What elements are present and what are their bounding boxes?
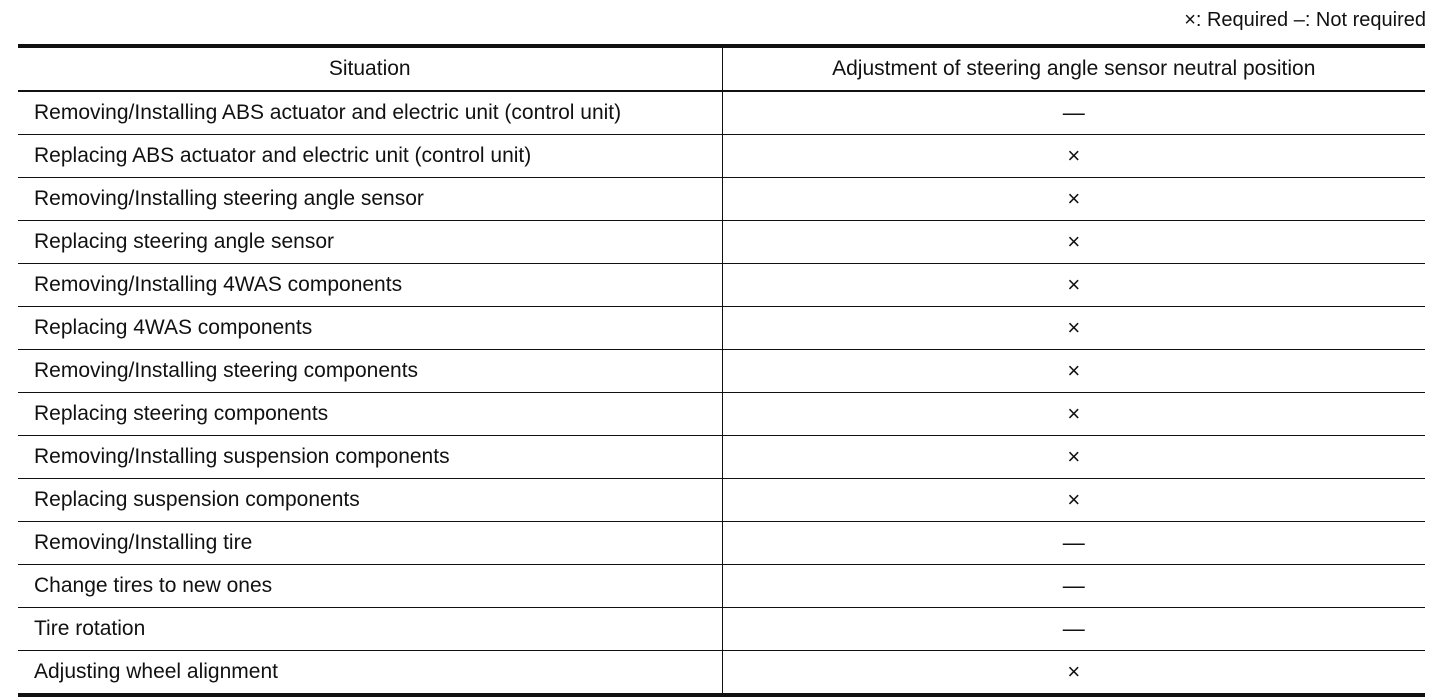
adjustment-cell: × (1067, 487, 1081, 512)
situation-cell: Change tires to new ones (18, 565, 722, 608)
situation-cell: Replacing ABS actuator and electric unit (control unit) (18, 135, 722, 178)
header-adjustment: Adjustment of steering angle sensor neutral position (832, 57, 1316, 80)
adjustment-cell: × (1067, 315, 1081, 340)
adjustment-cell: — (1062, 616, 1085, 641)
table-row (18, 178, 1425, 221)
table-row (18, 135, 1425, 178)
adjustment-cell: — (1062, 100, 1085, 125)
situation-cell: Removing/Installing steering components (18, 350, 722, 393)
adjustment-table (18, 44, 1425, 697)
table-row (18, 307, 1425, 350)
table-row (18, 350, 1425, 393)
adjustment-cell: × (1067, 358, 1081, 383)
situation-cell: Tire rotation (18, 608, 722, 651)
situation-cell: Removing/Installing suspension components (18, 436, 722, 479)
adjustment-cell: × (1067, 401, 1081, 426)
adjustment-cell: — (1062, 530, 1085, 555)
situation-cell: Removing/Installing 4WAS components (18, 264, 722, 307)
table-row (18, 221, 1425, 264)
adjustment-cell: × (1067, 186, 1081, 211)
table-row (18, 91, 1425, 135)
table-row (18, 436, 1425, 479)
situation-cell: Adjusting wheel alignment (18, 651, 722, 696)
table-row (18, 522, 1425, 565)
header-row (18, 46, 1425, 91)
table-body (18, 91, 1425, 695)
legend-note: ×: Required –: Not required (1184, 9, 1426, 31)
header-situation: Situation (18, 46, 722, 91)
situation-cell: Removing/Installing ABS actuator and electric unit (control unit) (18, 91, 722, 135)
situation-cell: Removing/Installing tire (18, 522, 722, 565)
adjustment-table-container (18, 44, 1425, 697)
adjustment-cell: × (1067, 444, 1081, 469)
table-row (18, 479, 1425, 522)
situation-cell: Removing/Installing steering angle sensor (18, 178, 722, 221)
table-header (18, 46, 1425, 91)
adjustment-cell: × (1067, 229, 1081, 254)
situation-cell: Replacing 4WAS components (18, 307, 722, 350)
situation-cell: Replacing steering components (18, 393, 722, 436)
table-row (18, 565, 1425, 608)
adjustment-cell: × (1067, 143, 1081, 168)
adjustment-cell: × (1067, 659, 1081, 684)
table-row (18, 393, 1425, 436)
situation-cell: Replacing suspension components (18, 479, 722, 522)
adjustment-cell: × (1067, 272, 1081, 297)
situation-cell: Replacing steering angle sensor (18, 221, 722, 264)
table-row (18, 651, 1425, 696)
adjustment-cell: — (1062, 573, 1085, 598)
table-row (18, 264, 1425, 307)
table-row (18, 608, 1425, 651)
